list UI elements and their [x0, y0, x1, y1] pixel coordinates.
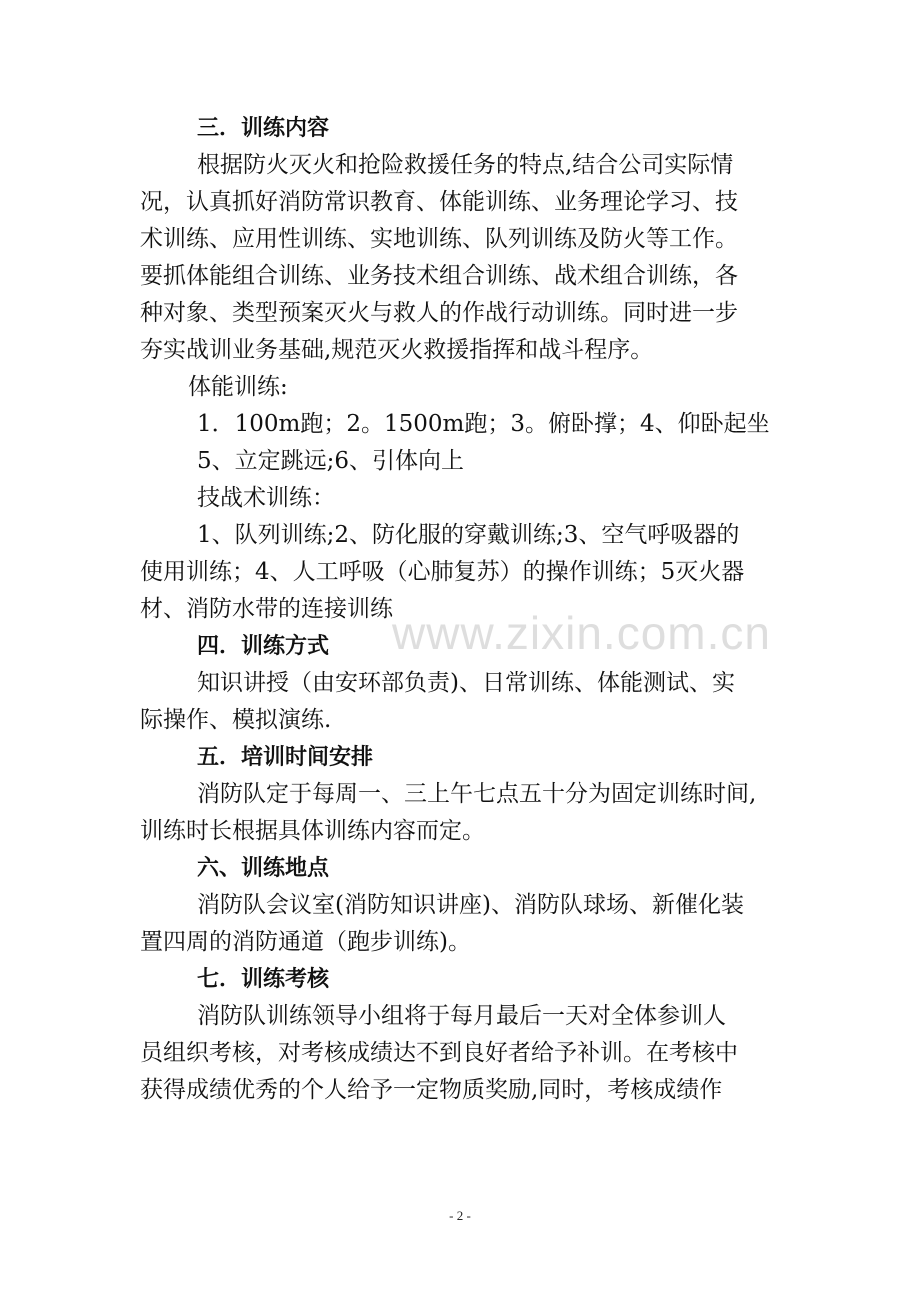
paragraph-line: 获得成绩优秀的个人给予一定物质奖励,同时，考核成绩作: [140, 1077, 723, 1103]
section-7-heading: 七．训练考核: [197, 967, 330, 992]
section-4-heading: 四．训练方式: [197, 634, 330, 659]
paragraph-line: 根据防火灭火和抢险救援任务的特点,结合公司实际情: [197, 152, 734, 178]
physical-training-item: 5、立定跳远;6、引体向上: [197, 448, 465, 474]
paragraph-line: 知识讲授（由安环部负责)、日常训练、体能测试、实: [197, 670, 735, 696]
paragraph-line: 术训练、应用性训练、实地训练、队列训练及防火等工作。: [140, 226, 738, 252]
paragraph-line: 置四周的消防通道（跑步训练)。: [140, 929, 471, 955]
page-number: - 2 -: [449, 1208, 471, 1223]
paragraph-line: 种对象、类型预案灭火与救人的作战行动训练。同时进一步: [140, 300, 738, 326]
watermark: www.zixin.com.cn: [392, 607, 771, 659]
section-3-heading: 三．训练内容: [197, 116, 330, 141]
section-6-heading: 六、训练地点: [197, 856, 330, 881]
paragraph-line: 要抓体能组合训练、业务技术组合训练、战术组合训练，各: [140, 263, 738, 289]
paragraph-line: 消防队会议室(消防知识讲座)、消防队球场、新催化装: [197, 892, 744, 918]
paragraph-line: 况，认真抓好消防常识教育、体能训练、业务理论学习、技: [140, 189, 738, 215]
tactical-training-item: 材、消防水带的连接训练: [140, 596, 393, 622]
paragraph-line: 消防队定于每周一、三上午七点五十分为固定训练时间,: [197, 781, 757, 807]
section-5-heading: 五．培训时间安排: [197, 745, 374, 770]
tactical-training-label: 技战术训练：: [197, 485, 335, 511]
tactical-training-item: 1、队列训练;2、防化服的穿戴训练;3、空气呼吸器的: [197, 522, 740, 548]
tactical-training-item: 使用训练；4、人工呼吸（心肺复苏）的操作训练；5灭火器: [140, 559, 745, 585]
paragraph-line: 员组织考核，对考核成绩达不到良好者给予补训。在考核中: [140, 1040, 738, 1066]
paragraph-line: 消防队训练领导小组将于每月最后一天对全体参训人: [197, 1003, 726, 1029]
paragraph-line: 夯实战训业务基础,规范灭火救援指挥和战斗程序。: [140, 337, 654, 363]
physical-training-item: 1．100m跑；2。1500m跑；3。俯卧撑；4、仰卧起坐: [197, 411, 770, 437]
paragraph-line: 训练时长根据具体训练内容而定。: [140, 818, 485, 844]
paragraph-line: 际操作、模拟演练.: [140, 707, 332, 733]
physical-training-label: 体能训练:: [188, 374, 288, 400]
